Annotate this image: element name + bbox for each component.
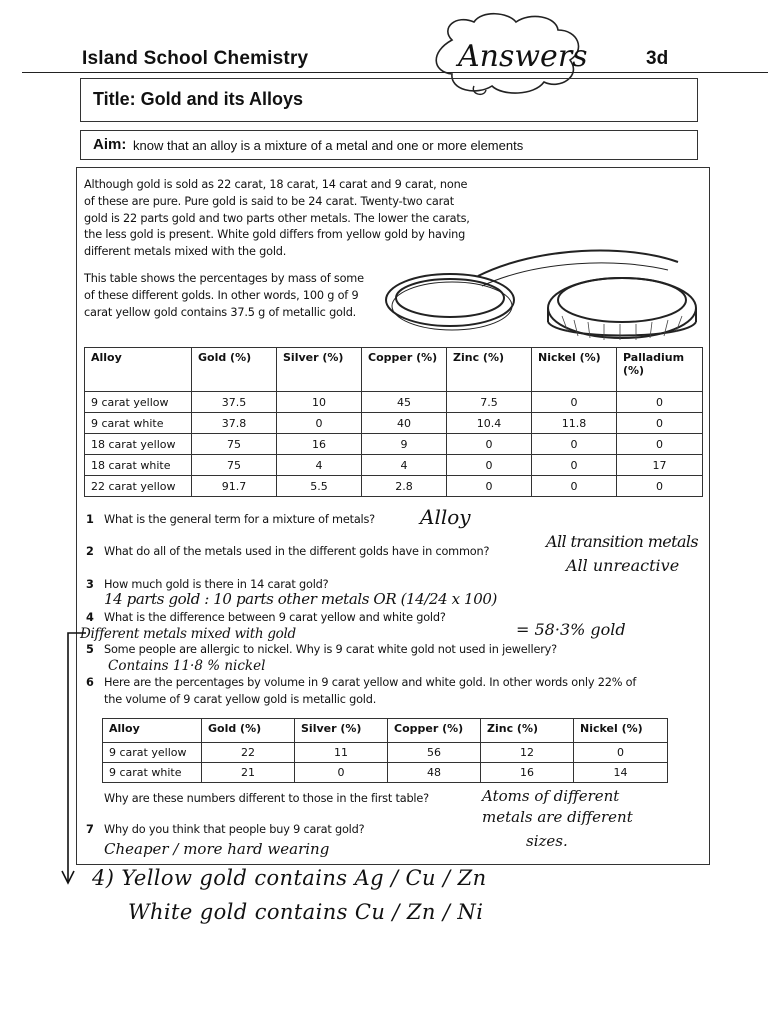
col-header: Alloy <box>85 348 192 392</box>
question-2: 2 What do all of the metals used in the different golds have in common? <box>86 545 490 558</box>
answer-4-extended-line2: White gold contains Cu / Zn / Ni <box>128 900 484 924</box>
cell: 0 <box>447 434 532 455</box>
table-header-row <box>103 719 668 743</box>
col-header: Zinc (%) <box>481 719 574 743</box>
table-header-row <box>85 348 703 392</box>
question-6: 6 Here are the percentages by volume in 9 carat yellow and white gold. In other words only 22% of <box>86 676 637 689</box>
gold-rings-illustration <box>378 236 700 342</box>
col-header: Nickel (%) <box>532 348 617 392</box>
cell: 75 <box>192 455 277 476</box>
cell: 9 carat yellow <box>85 392 192 413</box>
cell: 56 <box>388 743 481 763</box>
answer-2-line1: All transition metals <box>546 532 699 551</box>
header-rule <box>22 72 768 73</box>
school-name: Island School Chemistry <box>82 48 309 69</box>
cell: 9 carat white <box>85 413 192 434</box>
cell: 45 <box>362 392 447 413</box>
question-6-line2: the volume of 9 carat yellow gold is metallic gold. <box>104 693 377 706</box>
cell: 0 <box>447 455 532 476</box>
intro-paragraph: Although gold is sold as 22 carat, 18 carat, 14 carat and 9 carat, none of these are pure. Pure gold is said to be 24 carat. Twenty-two carat gold is 22 parts gold and two parts other metals. The lower the carats, the less gold is present. White gold differs from yellow gold by having different metals mixed with the gold. <box>84 178 470 259</box>
table-row <box>85 455 703 476</box>
cell: 0 <box>574 743 668 763</box>
cell: 0 <box>532 392 617 413</box>
title-box <box>80 78 698 122</box>
col-header: Gold (%) <box>192 348 277 392</box>
worksheet-title: Title: Gold and its Alloys <box>93 89 304 109</box>
col-header: Palladium (%) <box>617 348 703 392</box>
cell: 22 carat yellow <box>85 476 192 497</box>
table-row <box>85 434 703 455</box>
cell: 0 <box>295 763 388 783</box>
answer-3-line2: = 58·3% gold <box>516 620 626 639</box>
cell: 75 <box>192 434 277 455</box>
cell: 91.7 <box>192 476 277 497</box>
col-header: Silver (%) <box>295 719 388 743</box>
col-header: Copper (%) <box>388 719 481 743</box>
answer-6-line2: metals are different <box>482 808 633 826</box>
cell: 16 <box>277 434 362 455</box>
answer-7: Cheaper / more hard wearing <box>104 840 330 858</box>
cell: 9 carat white <box>103 763 202 783</box>
alloy-volume-table <box>102 718 668 783</box>
alloy-mass-table <box>84 347 703 497</box>
cell: 10.4 <box>447 413 532 434</box>
worksheet-code: 3d <box>646 48 669 69</box>
cell: 21 <box>202 763 295 783</box>
question-4: 4 What is the difference between 9 carat yellow and white gold? <box>86 611 446 624</box>
answer-4: Different metals mixed with gold <box>80 626 296 642</box>
cell: 18 carat yellow <box>85 434 192 455</box>
answer-1: Alloy <box>420 505 471 529</box>
answer-6-line1: Atoms of different <box>482 787 620 805</box>
cell: 0 <box>532 434 617 455</box>
answer-2-line2: All unreactive <box>566 556 680 575</box>
cell: 16 <box>481 763 574 783</box>
cell: 18 carat white <box>85 455 192 476</box>
table-intro-paragraph: This table shows the percentages by mass of some of these different golds. In other words, 100 g of 9 carat yellow gold contains 37.5 g of metallic gold. <box>84 272 364 319</box>
answer-5: Contains 11·8 % nickel <box>108 658 266 674</box>
cell: 0 <box>617 392 703 413</box>
answer-3-line1: 14 parts gold : 10 parts other metals OR (14/24 x 100) <box>104 590 497 608</box>
cell: 4 <box>277 455 362 476</box>
cell: 48 <box>388 763 481 783</box>
cell: 0 <box>532 476 617 497</box>
cell: 0 <box>617 476 703 497</box>
col-header: Silver (%) <box>277 348 362 392</box>
cell: 5.5 <box>277 476 362 497</box>
cell: 2.8 <box>362 476 447 497</box>
cell: 9 carat yellow <box>103 743 202 763</box>
answers-stamp-text: Answers <box>458 39 588 74</box>
cell: 22 <box>202 743 295 763</box>
table-row <box>85 476 703 497</box>
question-5: 5 Some people are allergic to nickel. Why is 9 carat white gold not used in jewellery? <box>86 643 557 656</box>
answer-6-line3: sizes. <box>526 832 568 850</box>
aim-box <box>80 130 698 160</box>
continuation-arrow <box>60 625 90 895</box>
cell: 7.5 <box>447 392 532 413</box>
aim-text: know that an alloy is a mixture of a metal and one or more elements <box>133 138 524 153</box>
cell: 37.8 <box>192 413 277 434</box>
cell: 10 <box>277 392 362 413</box>
table-row <box>85 413 703 434</box>
question-3: 3 How much gold is there in 14 carat gold? <box>86 578 329 591</box>
col-header: Alloy <box>103 719 202 743</box>
table-row <box>85 392 703 413</box>
table-row <box>103 763 668 783</box>
cell: 0 <box>447 476 532 497</box>
question-1: 1 What is the general term for a mixture of metals? <box>86 513 375 526</box>
answer-4-extended-line1: 4) Yellow gold contains Ag / Cu / Zn <box>92 866 487 890</box>
question-7: 7 Why do you think that people buy 9 carat gold? <box>86 823 365 836</box>
col-header: Zinc (%) <box>447 348 532 392</box>
cell: 9 <box>362 434 447 455</box>
cell: 11 <box>295 743 388 763</box>
cell: 37.5 <box>192 392 277 413</box>
cell: 0 <box>532 455 617 476</box>
cell: 14 <box>574 763 668 783</box>
cell: 0 <box>277 413 362 434</box>
cell: 0 <box>617 434 703 455</box>
col-header: Gold (%) <box>202 719 295 743</box>
cell: 11.8 <box>532 413 617 434</box>
table-row <box>103 743 668 763</box>
cell: 12 <box>481 743 574 763</box>
col-header: Nickel (%) <box>574 719 668 743</box>
cell: 17 <box>617 455 703 476</box>
question-6-followup: Why are these numbers different to those in the first table? <box>104 792 429 805</box>
col-header: Copper (%) <box>362 348 447 392</box>
cell: 4 <box>362 455 447 476</box>
cell: 0 <box>617 413 703 434</box>
aim-label: Aim: <box>93 136 127 153</box>
cell: 40 <box>362 413 447 434</box>
